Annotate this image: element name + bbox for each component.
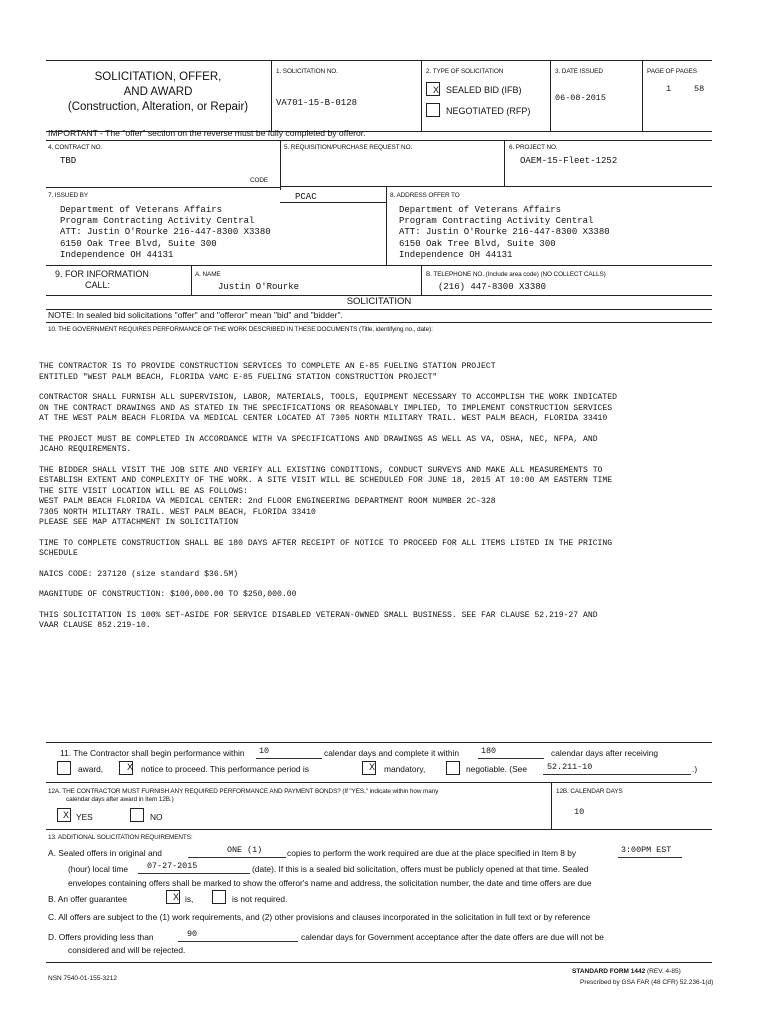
standard-form-rev: (REV. 4-85) [647,968,681,975]
issued-by-line: 6150 Oak Tree Blvd, Suite 300 [60,238,217,249]
contract-no-value[interactable]: TBD [60,156,77,166]
issued-by-line: Independence OH 44131 [60,249,174,260]
bonds-yes-check-mark: X [63,810,70,820]
description-paragraph: TIME TO COMPLETE CONSTRUCTION SHALL BE 180 DAYS AFTER RECEIPT OF NOTICE TO PROCEED FOR ALL ITEMS LISTED IN THE PRICING SCHEDULE [39,538,613,558]
item11-text-a: 11. The Contractor shall begin performance within [60,748,245,758]
mandatory-label: mandatory, [384,764,426,774]
guarantee-is-label: is, [185,894,194,904]
negotiable-checkbox[interactable] [446,761,460,775]
issued-by-address [60,205,271,261]
description-paragraph: THIS SOLICITATION IS 100% SET-ASIDE FOR SERVICE DISABLED VETERAN-OWNED SMALL BUSINESS. SEE FAR CLAUSE 52.219-27 AND VAAR CLAUSE 852.219-10. [39,610,598,630]
item13a-line2-post: (date). If this is a sealed bid solicitation, offers must be publicly opened at that time. Sealed [252,864,589,874]
issued-by-line: ATT: Justin O'Rourke 216-447-8300 X3380 [60,227,271,238]
bonds-no-label: NO [150,812,163,822]
page-of-pages-label: PAGE OF PAGES [647,68,697,75]
address-offer-line: Independence OH 44131 [399,249,513,260]
due-time-value[interactable]: 3:00PM EST [621,845,672,855]
issued-by-code[interactable]: PCAC [295,192,317,202]
telephone-label: B. TELEPHONE NO. (Include area code) (NO COLLECT CALLS) [426,271,606,278]
description-paragraph: THE BIDDER SHALL VISIT THE JOB SITE AND VERIFY ALL EXISTING CONDITIONS, CONDUCT SURVEYS AND MAKE ALL MEASUREMENTS TO ESTABLISH EXTENT AND COMPLEXITY OF THE WORK. A SITE VISIT WILL BE SCHEDULED FOR JUNE 18, 2015 AT 10:00 AM EASTERN TIME THE SITE VISIT LOCATION WILL BE AS FOLLOWS: WEST PALM BEACH FLORIDA VA MEDICAL CENTER: 2nd FLOOR ENGINEERING DEPARTMENT ROOM NUMBER 2C-328 7305 NORTH MILITARY TRAIL. WEST PALM BEACH, FLORIDA 33410 PLEASE SEE MAP ATTACHMENT IN SOLICITATION [39,465,613,527]
total-pages: 58 [694,84,705,94]
negotiated-label: NEGOTIATED (RFP) [446,106,531,116]
description-paragraph: CONTRACTOR SHALL FURNISH ALL SUPERVISION, LABOR, MATERIALS, TOOLS, EQUIPMENT NECESSARY TO ACCOMPLISH THE WORK INDICATED ON THE CONTRACT DRAWINGS AND AS STATED IN THE SPECIFICATIONS OR REASONABLY IMPLIED, TO IMPLEMENT CONSTRUCTION SERVICES AT THE WEST PALM BEACH FLORIDA VA MEDICAL CENTER LOCATED AT 7305 NORTH MILITARY TRAIL. WEST PALM BEACH, FLORIDA 33410 [39,393,617,423]
bonds-label-2: calendar days after award in Item 12B.) [66,796,174,803]
bonds-yes-label: YES [76,812,93,822]
date-issued-value[interactable]: 06-08-2015 [555,93,607,103]
item11-text-c: calendar days after receiving [551,748,659,758]
requisition-no-label: 5. REQUISITION/PURCHASE REQUEST NO. [284,144,413,151]
guarantee-is-not-label: is not required. [232,894,288,904]
for-information-call [55,269,149,291]
solicitation-no-label: 1. SOLICITATION NO. [276,68,338,75]
item13a-text-pre: A. Sealed offers in original and [48,848,162,858]
description-paragraph: MAGNITUDE OF CONSTRUCTION: $100,000.00 TO $250,000.00 [39,590,297,599]
address-offer-line: 6150 Oak Tree Blvd, Suite 300 [399,238,556,249]
form-title-line2: AND AWARD [123,86,193,98]
address-offer-to [399,205,610,261]
complete-days-value[interactable]: 180 [481,746,497,756]
code-label: CODE [250,177,269,184]
project-no-label: 6. PROJECT NO. [509,144,558,151]
form-title [48,70,268,115]
award-checkbox[interactable] [57,761,71,775]
standard-form-name: STANDARD FORM 1442 [572,968,646,975]
project-no-value[interactable]: OAEM-15-Fleet-1252 [520,156,618,166]
negotiated-checkbox[interactable] [426,103,440,117]
negotiable-label: negotiable. (See [466,764,527,774]
contact-name-value[interactable]: Justin O'Rourke [218,282,300,292]
prescribed-by: Prescribed by GSA FAR (48 CFR) 52.236-1(d) [580,979,714,986]
notice-to-proceed-check-mark: X [127,762,134,772]
item13a-line3: envelopes containing offers shall be marked to show the offeror's name and address, the solicitation number, the date and time offers are due [68,878,592,888]
work-description [39,362,729,642]
acceptance-days-value[interactable]: 90 [187,929,198,939]
issued-by-line: Department of Veterans Affairs [60,205,223,215]
info-call-label-1: 9. FOR INFORMATION [55,269,149,279]
address-offer-to-label: 8. ADDRESS OFFER TO [390,192,460,199]
page-number: 1 [666,84,672,94]
sealed-bid-check-mark: X [433,85,440,95]
see-clause-value[interactable]: 52.211-10 [547,762,593,772]
calendar-days-label: 12B. CALENDAR DAYS [556,788,623,795]
section-heading-solicitation: SOLICITATION [346,296,412,307]
description-paragraph: NAICS CODE: 237120 (size standard $36.5M) [39,569,239,579]
notice-to-proceed-label: notice to proceed. This performance period is [141,764,309,774]
address-offer-line: Program Contracting Activity Central [399,216,594,227]
form-title-line1: SOLICITATION, OFFER, [94,71,222,83]
item13c-text: C. All offers are subject to the (1) work requirements, and (2) other provisions and clauses incorporated in the solicitation in full text or by reference [48,912,591,922]
form-title-line3: (Construction, Alteration, or Repair) [67,101,249,113]
item13d-line2: considered and will be rejected. [68,945,186,955]
sealed-bid-note: NOTE: In sealed bid solicitations "offer" and "offeror" mean "bid" and "bidder". [48,310,343,320]
standard-form-id [572,968,681,975]
item13a-line2-pre: (hour) local time [68,864,129,874]
item13a-text-mid: copies to perform the work required are due at the place specified in Item 8 by [287,848,577,858]
award-label: award, [78,764,104,774]
copies-value[interactable]: ONE (1) [227,845,263,855]
begin-days-value[interactable]: 10 [259,746,270,756]
description-paragraph: THE CONTRACTOR IS TO PROVIDE CONSTRUCTION SERVICES TO COMPLETE AN E-85 FUELING STATION PROJECT ENTITLED "WEST PALM BEACH, FLORIDA VAMC E-85 FUELING STATION CONSTRUCTION PROJECT" [39,362,496,382]
address-offer-line: Department of Veterans Affairs [399,205,562,215]
address-offer-line: ATT: Justin O'Rourke 216-447-8300 X3380 [399,227,610,238]
nsn-number: NSN 7540-01-155-3212 [48,975,118,982]
issued-by-line: Program Contracting Activity Central [60,216,255,227]
contract-no-label: 4. CONTRACT NO. [48,144,103,151]
solicitation-type-label: 2. TYPE OF SOLICITATION [426,68,504,75]
info-call-label-2: CALL: [85,280,111,290]
item13d-text-pre: D. Offers providing less than [48,932,154,942]
mandatory-check-mark: X [369,762,376,772]
bonds-no-checkbox[interactable] [130,808,144,822]
issued-by-label: 7. ISSUED BY [48,192,88,199]
item13b-text: B. An offer guarantee [48,894,128,904]
telephone-value[interactable]: (216) 447-8300 X3380 [438,282,547,292]
additional-requirements-label: 13. ADDITIONAL SOLICITATION REQUIREMENTS: [48,834,193,841]
important-notice: IMPORTANT - The "offer" section on the reverse must be fully completed by offeror. [48,128,366,138]
bonds-label-1: 12A. THE CONTRACTOR MUST FURNISH ANY REQUIRED PERFORMANCE AND PAYMENT BONDS? (If "YES," indicate within how many [48,788,439,795]
item11-end: .) [692,764,698,774]
date-issued-label: 3. DATE ISSUED [555,68,603,75]
due-date-value[interactable]: 07-27-2015 [147,861,198,871]
item11-text-b: calendar days and complete it within [324,748,460,758]
calendar-days-value[interactable]: 10 [574,807,585,817]
contact-name-label: A. NAME [195,271,221,278]
solicitation-no-value[interactable]: VA701-15-B-0128 [276,98,358,108]
description-paragraph: THE PROJECT MUST BE COMPLETED IN ACCORDANCE WITH VA SPECIFICATIONS AND DRAWINGS AS WELL AS VA, OSHA, NEC, NFPA, AND JCAHO REQUIREMENTS. [39,434,598,454]
guarantee-is-not-checkbox[interactable] [212,890,226,904]
guarantee-is-check-mark: X [173,892,180,902]
work-description-label: 10. THE GOVERNMENT REQUIRES PERFORMANCE OF THE WORK DESCRIBED IN THESE DOCUMENTS (Title, identifying no., date): [48,326,433,333]
item13d-text-post: calendar days for Government acceptance after the date offers are due will not be [301,932,604,942]
sealed-bid-label: SEALED BID (IFB) [446,85,522,95]
